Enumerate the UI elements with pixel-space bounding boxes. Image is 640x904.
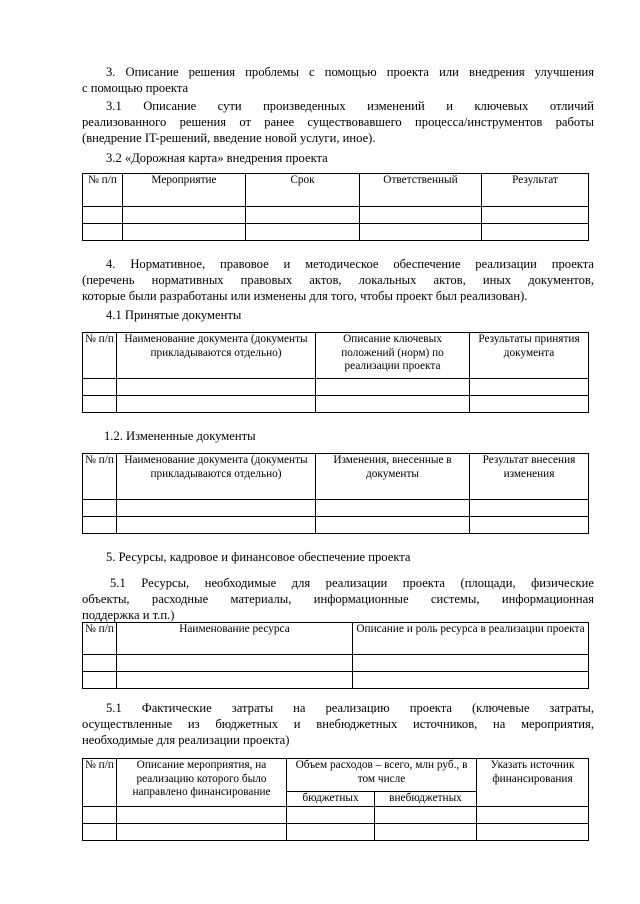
sec5-2-line3: необходимые для реализации проекта) [82, 733, 290, 747]
accepted-docs-header-row [83, 333, 589, 379]
table-row [83, 655, 589, 672]
resources-header-name: Наименование ресурса [117, 623, 353, 655]
changed-header-num: № п/п [83, 454, 117, 500]
table-row [83, 517, 589, 534]
sec5-1-line2: объекты, расходные материалы, информационные системы, информационная [82, 592, 594, 606]
sec5-1-line1: 5.1 Ресурсы, необходимые для реализации проекта (площади, физические [110, 576, 594, 590]
roadmap-header-responsible: Ответственный [360, 174, 482, 207]
roadmap-header-num: № п/п [83, 174, 123, 207]
costs-header-source: Указать источник финансирования [477, 759, 589, 807]
sec5-2-line1: 5.1 Фактические затраты на реализацию проекта (ключевые затраты, [106, 701, 594, 715]
sec3-heading-line1: 3. Описание решения проблемы с помощью проекта или внедрения улучшения [106, 65, 594, 79]
sec3-2-heading: 3.2 «Дорожная карта» внедрения проекта [106, 151, 328, 165]
changed-header-result: Результат внесения изменения [470, 454, 589, 500]
table-row [83, 500, 589, 517]
accepted-docs-table [82, 332, 589, 413]
changed-docs-table [82, 453, 589, 534]
table-row [83, 207, 589, 224]
sec4-heading-line3: которые были разработаны или изменены для того, чтобы проект был реализован). [82, 289, 528, 303]
table-row [83, 672, 589, 689]
resources-header-row [83, 623, 589, 655]
sec3-heading-line2: с помощью проекта [82, 81, 189, 95]
changed-header-changes: Изменения, внесенные в документы [316, 454, 470, 500]
costs-header-num: № п/п [83, 759, 117, 807]
table-row [83, 807, 589, 824]
sec4-heading-line1: 4. Нормативное, правовое и методическое обеспечение реализации проекта [106, 257, 594, 271]
table-row [83, 224, 589, 241]
roadmap-table [82, 173, 589, 241]
costs-header-extrabudget: внебюджетных [375, 792, 477, 807]
sec5-heading: 5. Ресурсы, кадровое и финансовое обеспечение проекта [106, 550, 411, 564]
costs-header-budget: бюджетных [287, 792, 375, 807]
table-row [83, 824, 589, 841]
costs-header-desc: Описание мероприятия, на реализацию которого было направлено финансирование [117, 759, 287, 807]
roadmap-header-result: Результат [482, 174, 589, 207]
sec3-1-line3: (внедрение IT-решений, введение новой услуги, иное). [82, 131, 376, 145]
sec4-heading-line2: (перечень нормативных правовых актов, локальных актов, иных документов, [82, 273, 594, 287]
costs-header-row [83, 759, 589, 792]
roadmap-header-term: Срок [246, 174, 360, 207]
accepted-header-results: Результаты принятия документа [470, 333, 589, 379]
changed-docs-header-row [83, 454, 589, 500]
sec4-2-heading: 1.2. Измененные документы [104, 429, 256, 443]
costs-table [82, 758, 589, 841]
sec5-1-line3: поддержка и т.п.) [82, 608, 175, 622]
resources-header-num: № п/п [83, 623, 117, 655]
table-row [83, 396, 589, 413]
table-row [83, 379, 589, 396]
sec5-2-line2: осуществленные из бюджетных и внебюджетных источников, на мероприятия, [82, 717, 594, 731]
roadmap-header-event: Мероприятие [123, 174, 246, 207]
accepted-header-num: № п/п [83, 333, 117, 379]
costs-header-volume: Объем расходов – всего, млн руб., в том числе [287, 759, 477, 792]
sec3-1-line1: 3.1 Описание сути произведенных изменений и ключевых отличий [106, 99, 594, 113]
sec3-1-line2: реализованного решения от ранее существовавшего процесса/инструментов работы [82, 115, 594, 129]
accepted-header-provisions: Описание ключевых положений (норм) по реализации проекта [316, 333, 470, 379]
roadmap-header-row [83, 174, 589, 207]
accepted-header-name: Наименование документа (документы прикладываются отдельно) [117, 333, 316, 379]
changed-header-name: Наименование документа (документы прикладываются отдельно) [117, 454, 316, 500]
resources-header-role: Описание и роль ресурса в реализации проекта [353, 623, 589, 655]
resources-table [82, 622, 589, 689]
sec4-1-heading: 4.1 Принятые документы [106, 308, 242, 322]
